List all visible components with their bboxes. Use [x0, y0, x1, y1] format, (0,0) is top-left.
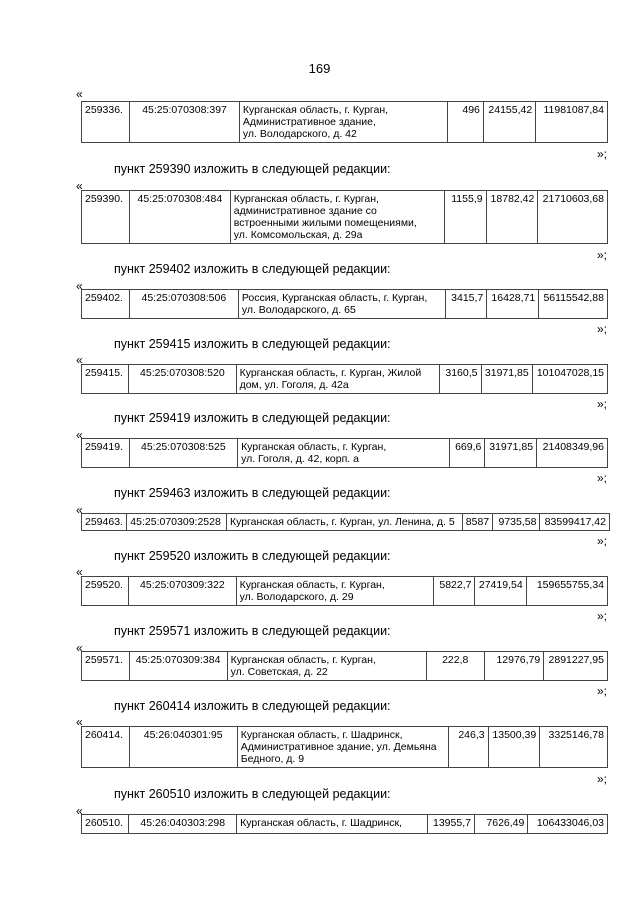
table-row — [82, 577, 608, 606]
close-quote: »; — [596, 609, 607, 623]
cell-area: 13955,7 — [427, 815, 474, 834]
page-number: 169 — [308, 61, 331, 76]
open-quote: « — [76, 715, 83, 729]
cell-total: 159655755,34 — [526, 577, 607, 606]
open-quote: « — [76, 353, 83, 367]
open-quote: « — [76, 87, 83, 101]
instruction-text: пункт 259520 изложить в следующей редакции: — [114, 549, 391, 563]
cell-id: 259390. — [82, 191, 130, 244]
open-quote: « — [76, 179, 83, 193]
cell-id: 259415. — [82, 365, 129, 394]
cell-cadastral: 45:25:070308:506 — [129, 290, 238, 319]
cell-area: 5822,7 — [434, 577, 475, 606]
instruction-text: пункт 260414 изложить в следующей редакции: — [114, 699, 391, 713]
table-row — [82, 727, 608, 768]
open-quote: « — [76, 279, 83, 293]
table-row — [82, 439, 608, 468]
close-quote: »; — [596, 397, 607, 411]
cell-id: 259402. — [82, 290, 130, 319]
cell-cadastral: 45:26:040303:298 — [129, 815, 237, 834]
cell-address: Курганская область, г. Курган, ул. Гоголя, д. 42, корп. а — [238, 439, 450, 468]
cell-price: 18782,42 — [486, 191, 538, 244]
entry-table — [81, 576, 608, 606]
cell-total: 21710603,68 — [538, 191, 608, 244]
cell-area: 222,8 — [426, 652, 484, 681]
entry-table — [81, 814, 608, 834]
cell-total: 101047028,15 — [532, 365, 607, 394]
close-quote: »; — [596, 248, 607, 262]
cell-cadastral: 45:25:070308:397 — [130, 102, 240, 143]
cell-address: Курганская область, г. Курган, Жилой дом, ул. Гоголя, д. 42а — [236, 365, 440, 394]
cell-area: 496 — [448, 102, 484, 143]
instruction-text: пункт 259463 изложить в следующей редакции: — [114, 486, 391, 500]
instruction-text: пункт 259419 изложить в следующей редакции: — [114, 411, 391, 425]
cell-total: 21408349,96 — [537, 439, 608, 468]
table-row — [82, 652, 608, 681]
instruction-text: пункт 259390 изложить в следующей редакции: — [114, 162, 391, 176]
cell-address: Курганская область, г. Курган, административное здание со встроенными жилыми помещениями, ул. Комсомольская, д. 29а — [230, 191, 444, 244]
entry-table — [81, 438, 608, 468]
cell-total: 83599417,42 — [540, 514, 610, 531]
cell-area: 8587 — [462, 514, 493, 531]
cell-price: 24155,42 — [483, 102, 535, 143]
cell-total: 3325146,78 — [540, 727, 608, 768]
cell-price: 12976,79 — [484, 652, 544, 681]
cell-price: 7626,49 — [474, 815, 527, 834]
instruction-text: пункт 260510 изложить в следующей редакции: — [114, 787, 391, 801]
cell-cadastral: 45:25:070309:2528 — [127, 514, 227, 531]
cell-id: 259520. — [82, 577, 129, 606]
close-quote: »; — [596, 147, 607, 161]
cell-price: 9735,58 — [493, 514, 540, 531]
table-row — [82, 290, 608, 319]
cell-cadastral: 45:25:070309:322 — [129, 577, 236, 606]
cell-price: 16428,71 — [487, 290, 539, 319]
table-row — [82, 365, 608, 394]
entry-table — [81, 364, 608, 394]
instruction-text: пункт 259571 изложить в следующей редакции: — [114, 624, 391, 638]
entry-table — [81, 651, 608, 681]
instruction-text: пункт 259402 изложить в следующей редакции: — [114, 262, 391, 276]
cell-cadastral: 45:25:070308:525 — [129, 439, 237, 468]
close-quote: »; — [596, 471, 607, 485]
cell-area: 3160,5 — [440, 365, 481, 394]
table-row — [82, 514, 610, 531]
close-quote: »; — [596, 772, 607, 786]
entry-table — [81, 289, 608, 319]
cell-total: 106433046,03 — [528, 815, 608, 834]
cell-cadastral: 45:26:040301:95 — [129, 727, 237, 768]
cell-address: Курганская область, г. Курган, ул. Советская, д. 22 — [227, 652, 426, 681]
cell-id: 259463. — [82, 514, 127, 531]
cell-area: 1155,9 — [444, 191, 486, 244]
cell-price: 27419,54 — [475, 577, 526, 606]
cell-id: 260510. — [82, 815, 129, 834]
cell-total: 56115542,88 — [539, 290, 608, 319]
cell-address: Курганская область, г. Курган, ул. Ленина, д. 5 — [226, 514, 462, 531]
cell-area: 246,3 — [449, 727, 488, 768]
cell-price: 13500,39 — [488, 727, 540, 768]
entry-table — [81, 513, 610, 531]
cell-price: 31971,85 — [485, 439, 537, 468]
table-row — [82, 102, 608, 143]
cell-id: 260414. — [82, 727, 130, 768]
cell-cadastral: 45:25:070308:520 — [129, 365, 236, 394]
cell-address: Курганская область, г. Курган, Административное здание, ул. Володарского, д. 42 — [239, 102, 447, 143]
open-quote: « — [76, 641, 83, 655]
table-row — [82, 815, 608, 834]
cell-price: 31971,85 — [481, 365, 532, 394]
entry-table — [81, 101, 608, 143]
cell-area: 669,6 — [449, 439, 484, 468]
cell-total: 11981087,84 — [536, 102, 608, 143]
cell-area: 3415,7 — [445, 290, 487, 319]
cell-id: 259419. — [82, 439, 130, 468]
open-quote: « — [76, 565, 83, 579]
entry-table — [81, 190, 608, 244]
cell-cadastral: 45:25:070309:384 — [129, 652, 227, 681]
close-quote: »; — [596, 322, 607, 336]
close-quote: »; — [596, 534, 607, 548]
instruction-text: пункт 259415 изложить в следующей редакции: — [114, 337, 391, 351]
cell-id: 259571. — [82, 652, 130, 681]
cell-total: 2891227,95 — [544, 652, 608, 681]
open-quote: « — [76, 503, 83, 517]
cell-address: Россия, Курганская область, г. Курган, ул. Володарского, д. 65 — [238, 290, 445, 319]
close-quote: »; — [596, 684, 607, 698]
open-quote: « — [76, 804, 83, 818]
cell-address: Курганская область, г. Шадринск, Административное здание, ул. Демьяна Бедного, д. 9 — [237, 727, 448, 768]
entry-table — [81, 726, 608, 768]
table-row — [82, 191, 608, 244]
cell-id: 259336. — [82, 102, 130, 143]
open-quote: « — [76, 428, 83, 442]
cell-address: Курганская область, г. Курган, ул. Володарского, д. 29 — [236, 577, 434, 606]
cell-cadastral: 45:25:070308:484 — [129, 191, 230, 244]
cell-address: Курганская область, г. Шадринск, — [237, 815, 427, 834]
